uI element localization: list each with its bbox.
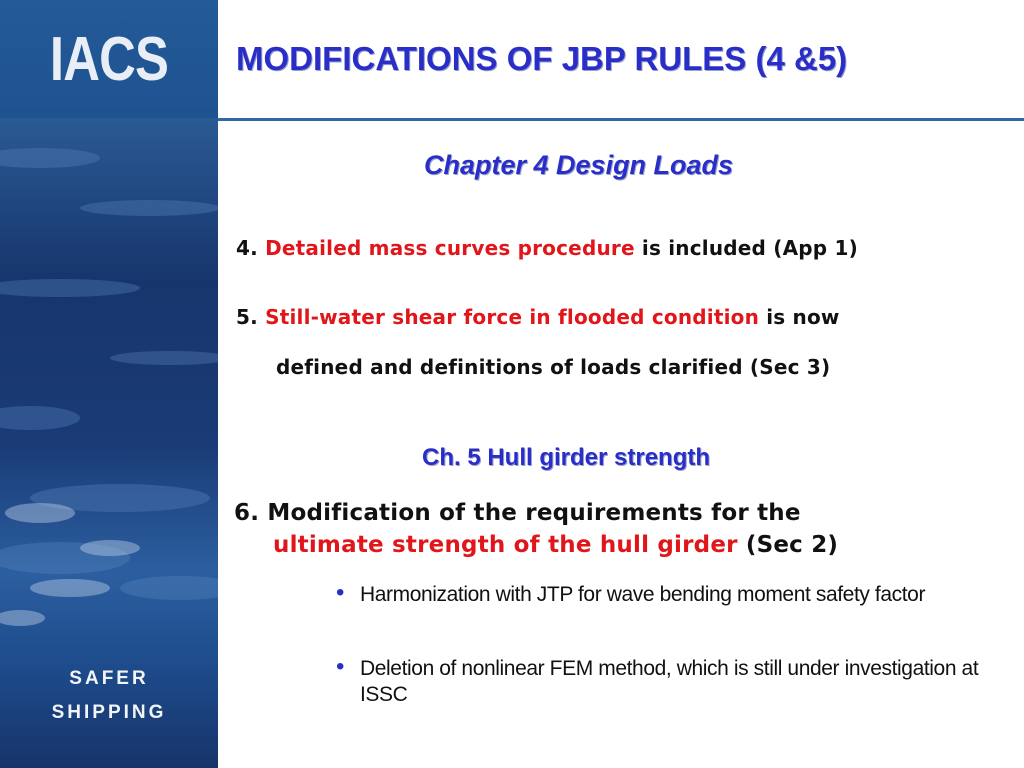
item-6-line-1: Modification of the requirements for the <box>267 500 801 526</box>
item-5-line-2: defined and definitions of loads clarified (Sec 3) <box>276 355 831 379</box>
bullet-dot-icon: • <box>336 579 345 606</box>
item-4-number: 4. <box>236 236 258 260</box>
item-4-highlight: Detailed mass curves procedure <box>265 236 635 260</box>
bullet-text: Deletion of nonlinear FEM method, which is still under investigation at ISSC <box>360 657 979 706</box>
item-5-number: 5. <box>236 305 258 329</box>
chapter-4-heading: Chapter 4 Design Loads <box>424 150 734 180</box>
tagline <box>0 662 218 730</box>
tagline-line-1: SAFER <box>69 668 149 689</box>
bullet-text: Harmonization with JTP for wave bending moment safety factor <box>360 583 926 606</box>
title-divider <box>218 118 1024 121</box>
sidebar-banner <box>0 0 218 768</box>
chapter-5-heading: Ch. 5 Hull girder strength <box>422 444 711 471</box>
iacs-logo: IACS <box>49 25 169 94</box>
item-6 <box>234 500 801 526</box>
item-4-rest: is included (App 1) <box>641 236 858 260</box>
slide-title: MODIFICATIONS OF JBP RULES (4 &5) <box>236 40 848 77</box>
item-6-number: 6. <box>234 500 260 526</box>
item-5 <box>236 305 840 329</box>
tagline-line-2: SHIPPING <box>51 702 167 723</box>
item-6-rest: (Sec 2) <box>745 532 839 558</box>
bullet-dot-icon: • <box>336 653 345 680</box>
item-4 <box>236 236 858 260</box>
item-5-rest: is now <box>766 305 840 329</box>
item-6-highlight: ultimate strength of the hull girder <box>273 532 738 558</box>
item-6-line-2 <box>273 532 838 558</box>
item-5-highlight: Still-water shear force in flooded condition <box>265 305 760 329</box>
